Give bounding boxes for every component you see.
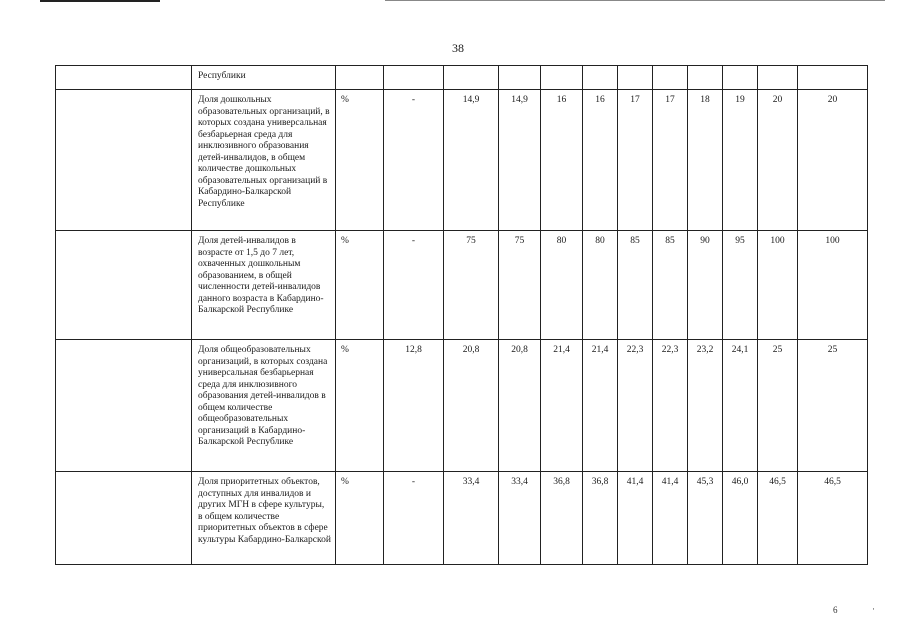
unit-cell: % <box>336 90 384 231</box>
value-cell <box>688 66 723 90</box>
value-cell: 20 <box>798 90 868 231</box>
scan-mark: 6 <box>833 605 838 615</box>
unit-cell: % <box>336 472 384 565</box>
value-cell: 23,2 <box>688 340 723 472</box>
value-cell: 19 <box>723 90 758 231</box>
value-cell <box>723 66 758 90</box>
value-cell: 46,0 <box>723 472 758 565</box>
indicator-cell: Доля детей-инвалидов в возрасте от 1,5 до 7 лет, охваченных дошкольным образованием, в общей численности детей-инвалидов данного возраста в Кабардино-Балкарской Республике <box>192 231 336 340</box>
value-cell: 90 <box>688 231 723 340</box>
value-cell: 22,3 <box>618 340 653 472</box>
value-cell: - <box>384 231 444 340</box>
value-cell: 20 <box>758 90 798 231</box>
value-cell <box>758 66 798 90</box>
value-cell: - <box>384 90 444 231</box>
empty-cell <box>56 66 192 90</box>
value-cell <box>653 66 688 90</box>
scan-artifact-line <box>40 0 160 2</box>
indicator-cell: Доля дошкольных образовательных организаций, в которых создана универсальная безбарьерная среда для инклюзивного образования детей-инвалидов, в общем количестве дошкольных образовательных организаций в Кабардино-Балкарской Республике <box>192 90 336 231</box>
empty-cell <box>56 231 192 340</box>
indicators-table <box>55 65 868 565</box>
value-cell: 75 <box>444 231 499 340</box>
page-number: 38 <box>452 41 464 55</box>
value-cell: 20,8 <box>499 340 541 472</box>
value-cell: 20,8 <box>444 340 499 472</box>
value-cell: 21,4 <box>541 340 583 472</box>
scan-artifact-line <box>385 0 885 1</box>
value-cell: 33,4 <box>444 472 499 565</box>
value-cell: 85 <box>653 231 688 340</box>
value-cell: 85 <box>618 231 653 340</box>
value-cell <box>798 66 868 90</box>
value-cell: - <box>384 472 444 565</box>
value-cell: 100 <box>798 231 868 340</box>
value-cell: 80 <box>541 231 583 340</box>
value-cell: 14,9 <box>499 90 541 231</box>
value-cell: 16 <box>583 90 618 231</box>
value-cell: 46,5 <box>758 472 798 565</box>
value-cell: 25 <box>758 340 798 472</box>
unit-cell: % <box>336 231 384 340</box>
value-cell <box>499 66 541 90</box>
value-cell: 14,9 <box>444 90 499 231</box>
value-cell: 12,8 <box>384 340 444 472</box>
value-cell: 46,5 <box>798 472 868 565</box>
table-row <box>56 231 868 340</box>
table-row <box>56 66 868 90</box>
value-cell <box>384 66 444 90</box>
value-cell: 33,4 <box>499 472 541 565</box>
value-cell: 45,3 <box>688 472 723 565</box>
table-row <box>56 340 868 472</box>
value-cell: 18 <box>688 90 723 231</box>
value-cell: 41,4 <box>618 472 653 565</box>
value-cell: 75 <box>499 231 541 340</box>
indicator-cell: Республики <box>192 66 336 90</box>
value-cell: 16 <box>541 90 583 231</box>
value-cell: 36,8 <box>541 472 583 565</box>
value-cell: 22,3 <box>653 340 688 472</box>
empty-cell <box>56 340 192 472</box>
unit-cell <box>336 66 384 90</box>
value-cell: 24,1 <box>723 340 758 472</box>
value-cell <box>444 66 499 90</box>
empty-cell <box>56 472 192 565</box>
unit-cell: % <box>336 340 384 472</box>
value-cell: 95 <box>723 231 758 340</box>
value-cell: 17 <box>618 90 653 231</box>
indicator-cell: Доля приоритетных объектов, доступных для инвалидов и других МГН в сфере культуры, в общем количестве приоритетных объектов в сфере культуры Кабардино-Балкарской <box>192 472 336 565</box>
value-cell: 41,4 <box>653 472 688 565</box>
indicator-cell: Доля общеобразовательных организаций, в которых создана универсальная безбарьерная среда для инклюзивного образования детей-инвалидов в общем количестве общеобразовательных организаций в Кабардино-Балкарской Республике <box>192 340 336 472</box>
value-cell: 80 <box>583 231 618 340</box>
table-row <box>56 90 868 231</box>
value-cell: 36,8 <box>583 472 618 565</box>
value-cell: 17 <box>653 90 688 231</box>
table-row <box>56 472 868 565</box>
empty-cell <box>56 90 192 231</box>
value-cell <box>583 66 618 90</box>
value-cell: 21,4 <box>583 340 618 472</box>
value-cell <box>541 66 583 90</box>
value-cell: 100 <box>758 231 798 340</box>
value-cell <box>618 66 653 90</box>
value-cell: 25 <box>798 340 868 472</box>
scan-dot: · <box>872 604 875 614</box>
